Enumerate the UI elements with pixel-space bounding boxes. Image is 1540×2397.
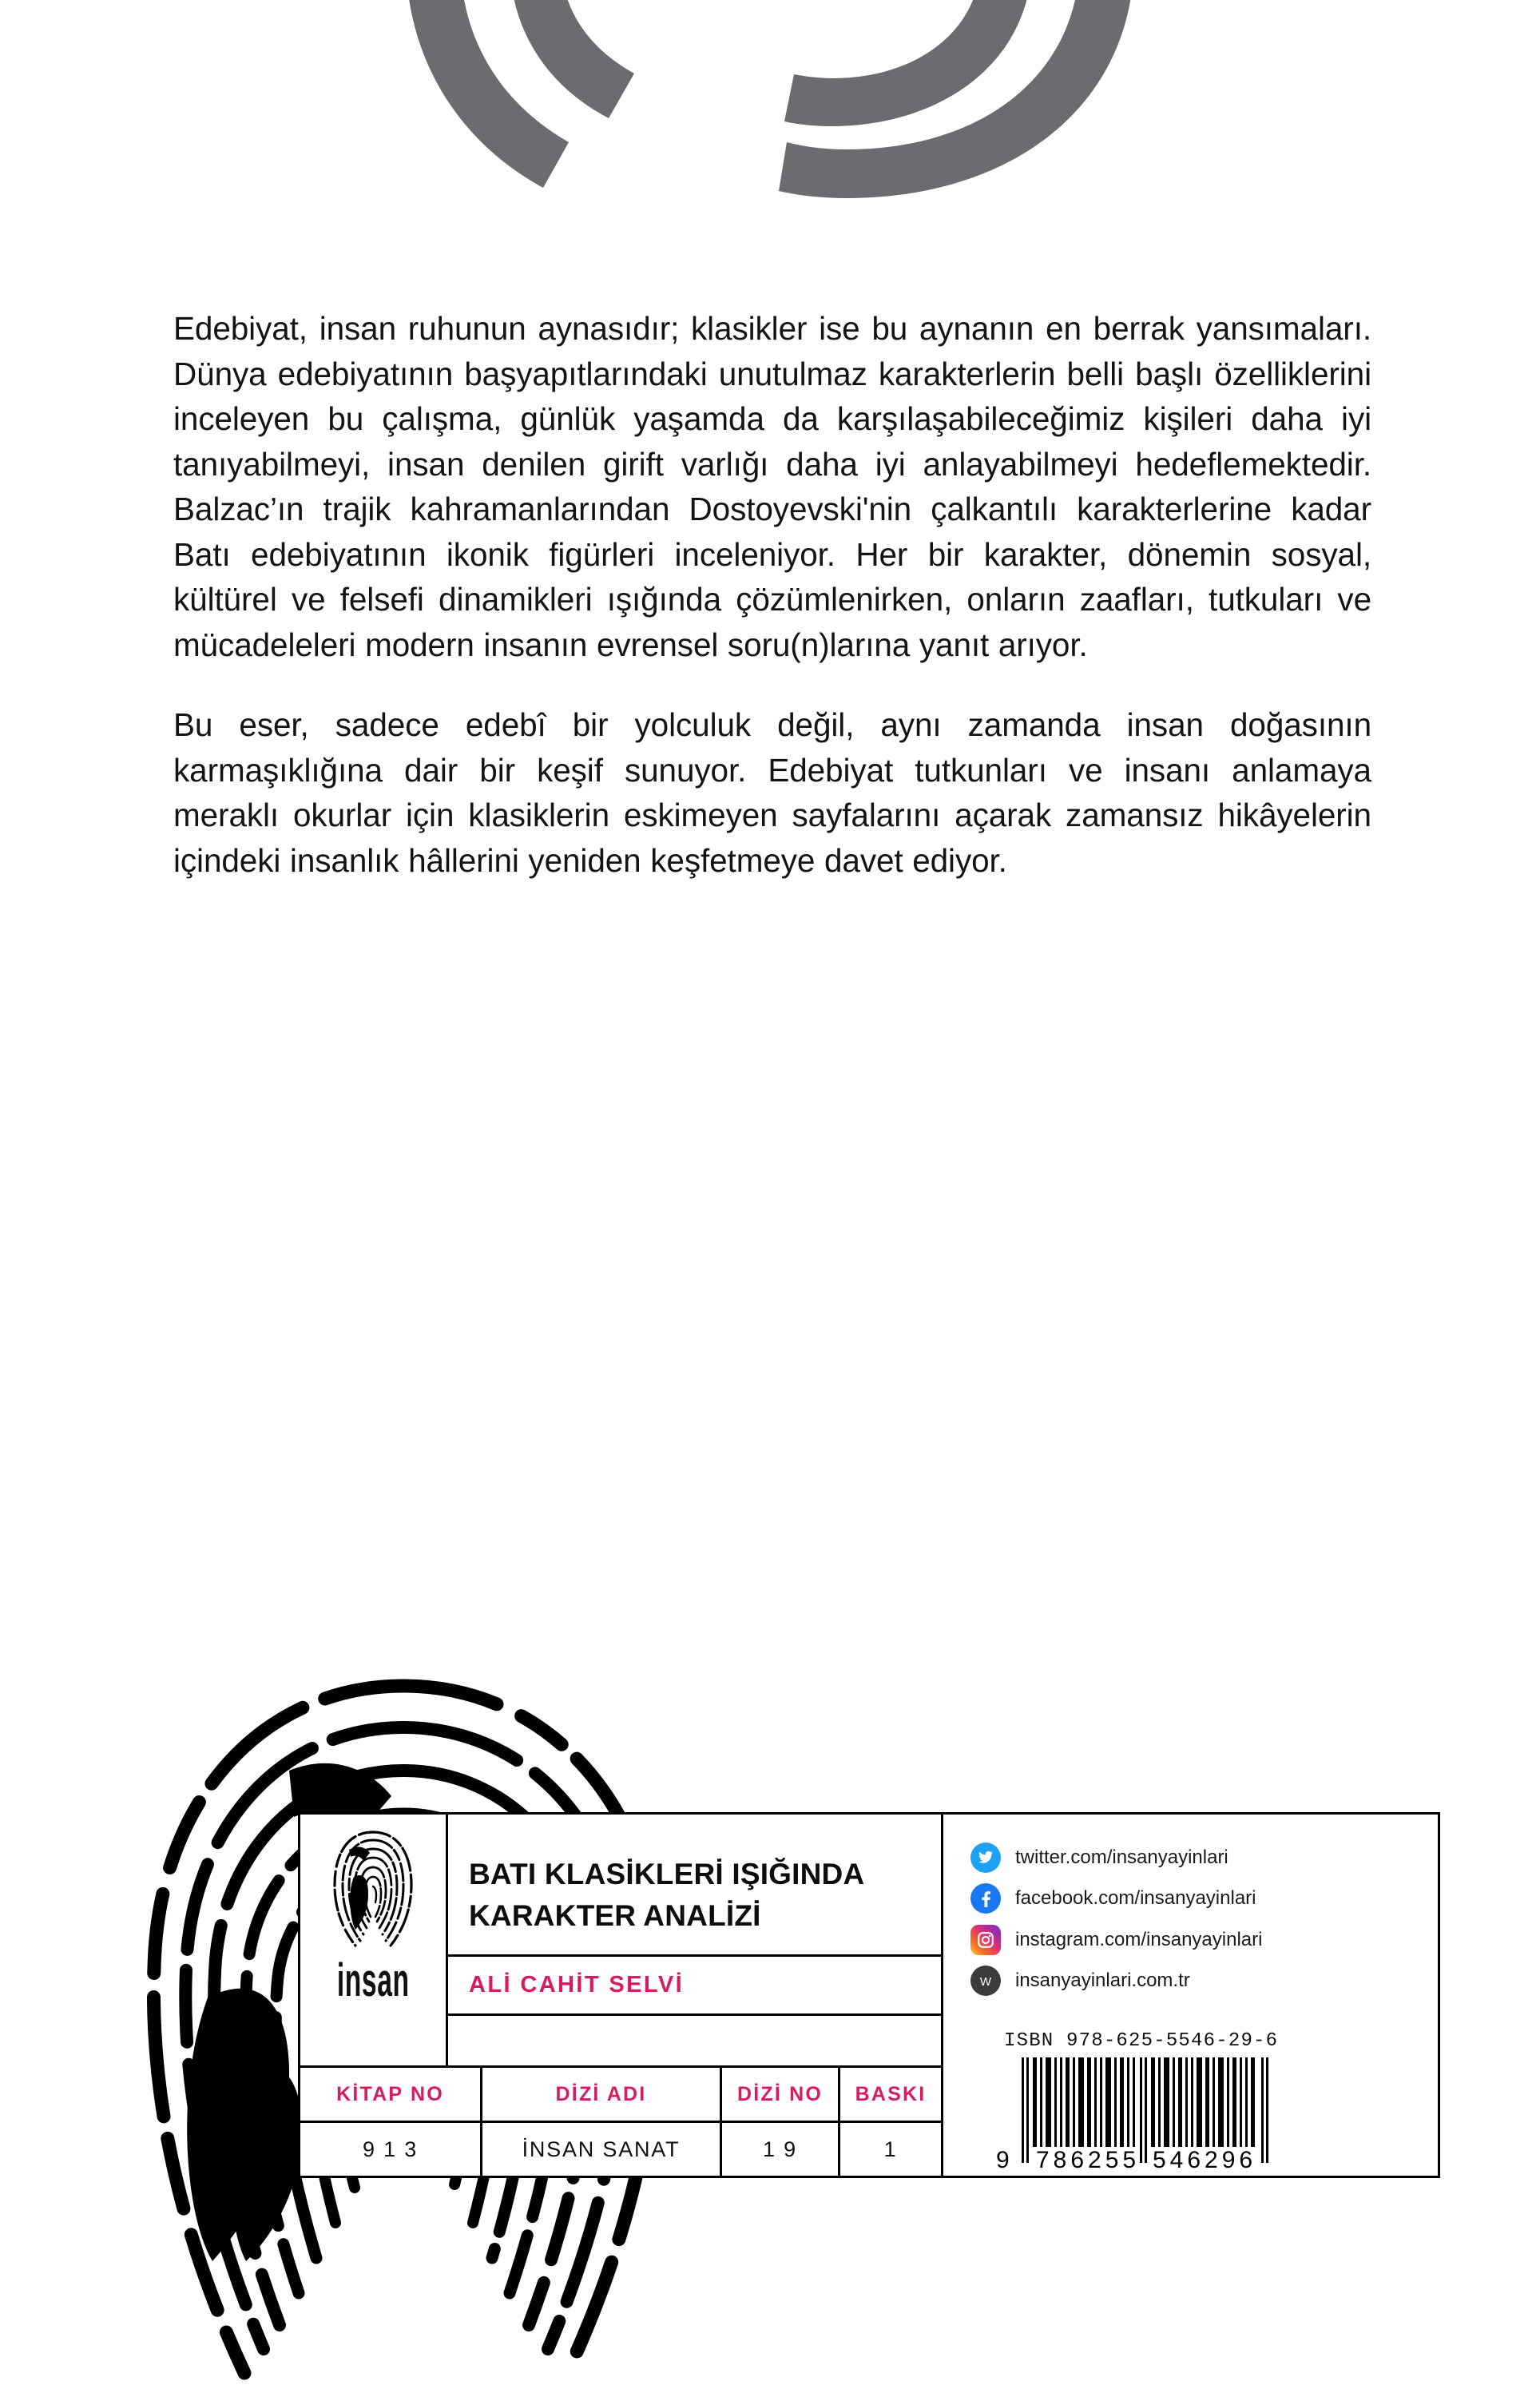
- book-title: [448, 1815, 941, 1957]
- website-icon: [970, 1966, 1001, 1996]
- social-link-label: insanyayinlari.com.tr: [1015, 1970, 1190, 1992]
- title-author-column: [448, 1815, 941, 2065]
- table-header-label: KİTAP NO: [336, 2082, 444, 2105]
- table-cell-kitap-no: [300, 2123, 482, 2176]
- twitter-icon: [970, 1842, 1001, 1873]
- table-header-dizi-no: [722, 2068, 840, 2121]
- table-cell-baski: [840, 2123, 941, 2176]
- table-header-label: DİZİ ADI: [555, 2082, 647, 2105]
- barcode-right-digits: 546296: [1153, 2147, 1257, 2173]
- social-link-twitter[interactable]: [970, 1837, 1438, 1878]
- gray-swirl-graphic: [0, 0, 1540, 232]
- barcode-left-digits: 786255: [1036, 2147, 1141, 2173]
- fingerprint-icon: [330, 1827, 416, 1949]
- table-cell-value: 1: [883, 2137, 898, 2161]
- table-header-row: [300, 2068, 941, 2123]
- blurb-paragraph-1: Edebiyat, insan ruhunun aynasıdır; klasikler ise bu aynanın en berrak yansımaları. Dünya edebiyatının başyapıtlarındaki unutulmaz karakterlerin belli başlı özelliklerini inceleyen bu çalışma, günlük yaşamda da karşılaşabileceğimiz kişileri daha iyi tanıyabilmeyi, insan denilen girift varlığı daha iyi anlayabilmeyi hedeflemektedir. Balzac’ın trajik kahramanlarından Dostoyevski'nin çalkantılı karakterlerine kadar Batı edebiyatının ikonik figürleri inceleniyor. Her bir karakter, dönemin sosyal, kültürel ve felsefi dinamikleri ışığında çözümlenirken, onların zaafları, tutkuları ve mücadeleleri modern insanın evrensel soru(n)larına yanıt arıyor.: [173, 310, 1371, 663]
- table-header-label: BASKI: [855, 2082, 927, 2105]
- publisher-wordmark: insan: [336, 1954, 410, 2006]
- metadata-table: [300, 2065, 941, 2176]
- instagram-icon: [970, 1925, 1001, 1955]
- social-link-label: facebook.com/insanyayinlari: [1015, 1887, 1256, 1910]
- social-link-instagram[interactable]: [970, 1919, 1438, 1961]
- table-cell-dizi-no: [722, 2123, 840, 2176]
- table-header-dizi-adi: [482, 2068, 722, 2121]
- info-box-left-upper: [300, 1815, 941, 2065]
- table-row: [300, 2123, 941, 2176]
- social-link-label: twitter.com/insanyayinlari: [1015, 1846, 1228, 1868]
- publisher-logo-cell: [300, 1815, 448, 2065]
- publisher-info-box: [298, 1812, 1440, 2178]
- facebook-icon: [970, 1883, 1001, 1914]
- blank-cell: [448, 2016, 941, 2065]
- info-box-right: [943, 1815, 1438, 2176]
- table-cell-value: 1 9: [763, 2137, 797, 2161]
- book-title-line-1: BATI KLASİKLERİ IŞIĞINDA: [469, 1857, 865, 1890]
- blurb-paragraph-2: Bu eser, sadece edebî bir yolculuk değil, aynı zamanda insan doğasının karmaşıklığına dair bir keşif sunuyor. Edebiyat tutkunları ve insanı anlamaya meraklı okurlar için klasiklerin eskimeyen sayfalarını açarak zamansız hikâyelerin içindeki insanlık hâllerini yeniden keşfetmeye davet ediyor.: [173, 706, 1371, 879]
- table-header-kitap-no: [300, 2068, 482, 2121]
- author-cell: [448, 1957, 941, 2016]
- book-title-line-2: KARAKTER ANALİZİ: [469, 1898, 761, 1932]
- social-link-facebook[interactable]: [970, 1878, 1438, 1920]
- isbn-barcode-block: [990, 2030, 1309, 2176]
- table-cell-dizi-adi: [482, 2123, 722, 2176]
- table-header-baski: [840, 2068, 941, 2121]
- author-name: ALİ CAHİT SELVİ: [469, 1972, 685, 1998]
- back-cover-blurb: [173, 306, 1371, 883]
- table-header-label: DİZİ NO: [736, 2082, 824, 2105]
- ean13-barcode: [990, 2054, 1309, 2176]
- social-link-website[interactable]: [970, 1961, 1438, 2002]
- social-link-label: instagram.com/insanyayinlari: [1015, 1928, 1263, 1950]
- table-cell-value: 9 1 3: [362, 2137, 419, 2161]
- table-cell-value: İNSAN SANAT: [522, 2137, 681, 2161]
- barcode-lead-digit: 9: [996, 2147, 1010, 2173]
- isbn-label: ISBN 978-625-5546-29-6: [1004, 2030, 1279, 2052]
- info-box-left: [300, 1815, 943, 2176]
- svg-text:W: W: [979, 1975, 992, 1990]
